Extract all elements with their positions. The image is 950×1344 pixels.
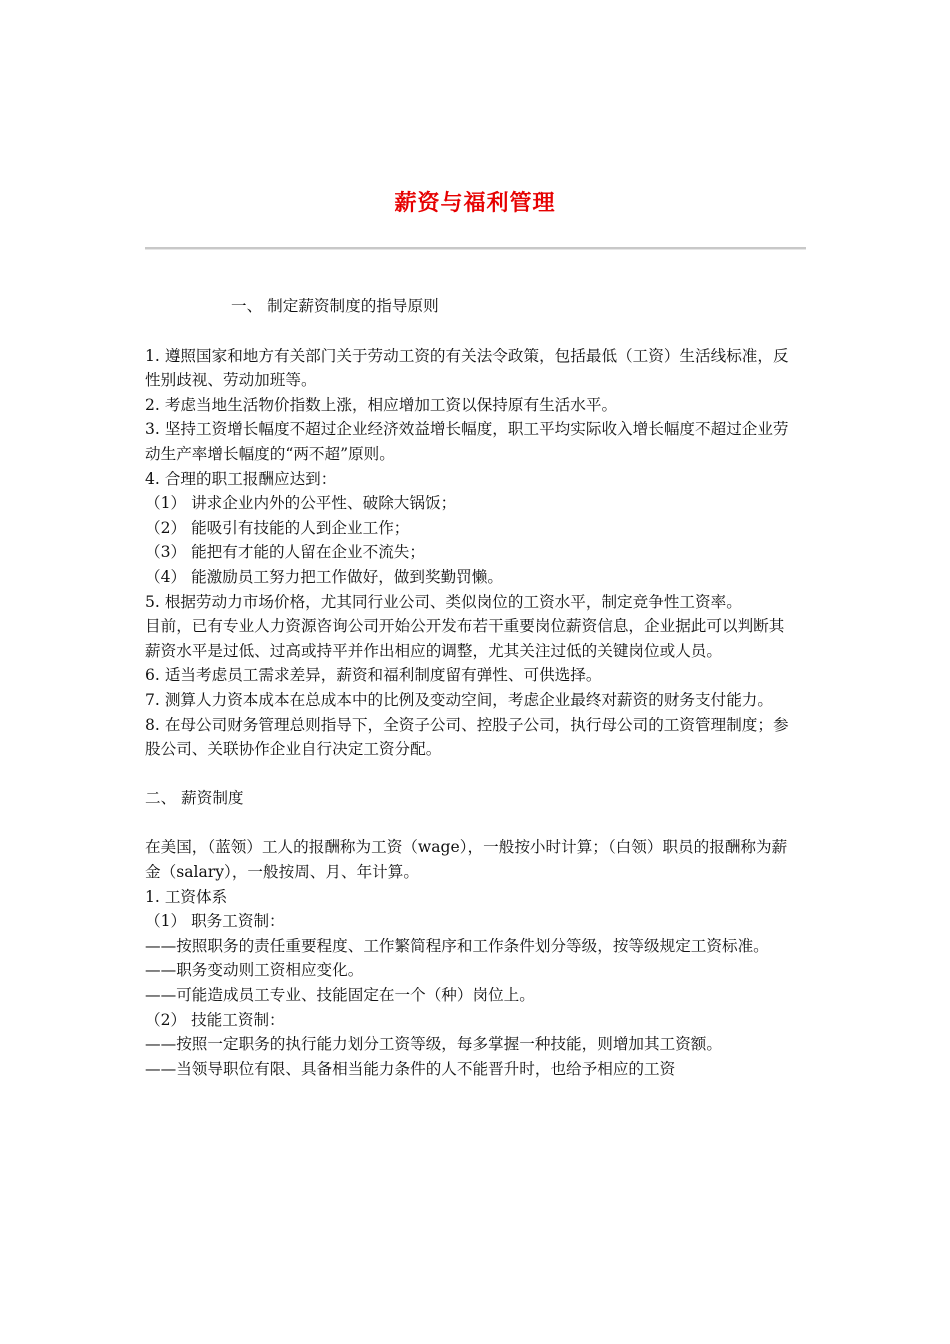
paragraph: ——可能造成员工专业、技能固定在一个（种）岗位上。 <box>145 986 535 1005</box>
paragraph: 2. 考虑当地生活物价指数上涨，相应增加工资以保持原有生活水平。 <box>145 395 618 414</box>
paragraph: （2） 技能工资制： <box>145 1010 285 1029</box>
paragraph: 在美国，（蓝领）工人的报酬称为工资（wage），一般按小时计算；（白领）职员的报酬称为薪金（salary），一般按周、月、年计算。 <box>145 838 788 882</box>
paragraph: ——按照职务的责任重要程度、工作繁简程序和工作条件划分等级，按等级规定工资标准。 <box>145 936 769 955</box>
paragraph: 3. 坚持工资增长幅度不超过企业经济效益增长幅度，职工平均实际收入增长幅度不超过企业劳动生产率增长幅度的“两不超”原则。 <box>145 420 789 463</box>
paragraph: （2） 能吸引有技能的人到企业工作； <box>145 518 410 537</box>
paragraph: 1. 工资体系 <box>145 887 228 906</box>
document-body <box>145 294 797 1081</box>
paragraph: 1. 遵照国家和地方有关部门关于劳动工资的有关法令政策，包括最低（工资）生活线标准，反性别歧视、劳动加班等。 <box>145 346 789 390</box>
paragraph: 6. 适当考虑员工需求差异，薪资和福利制度留有弹性、可供选择。 <box>145 666 602 685</box>
document-title: 薪资与福利管理 <box>394 191 556 216</box>
paragraph: ——按照一定职务的执行能力划分工资等级，每多掌握一种技能，则增加其工资额。 <box>145 1035 722 1054</box>
paragraph: ——职务变动则工资相应变化。 <box>145 961 364 980</box>
paragraph: 目前，已有专业人力资源咨询公司开始公开发布若干重要岗位薪资信息，企业据此可以判断其薪资水平是过低、过高或持平并作出相应的调整，尤其关注过低的关键岗位或人员。 <box>145 617 785 660</box>
paragraph-spacer <box>145 811 797 836</box>
paragraph: 4. 合理的职工报酬应达到： <box>145 469 337 488</box>
paragraph: 7. 测算人力资本成本在总成本中的比例及变动空间，考虑企业最终对薪资的财务支付能力。 <box>145 690 773 709</box>
paragraph: 5. 根据劳动力市场价格，尤其同行业公司、类似岗位的工资水平，制定竞争性工资率。 <box>145 592 742 611</box>
paragraph: （4） 能激励员工努力把工作做好，做到奖勤罚懒。 <box>145 567 503 586</box>
title-divider <box>145 247 806 250</box>
paragraph-spacer <box>145 762 797 787</box>
paragraph: ——当领导职位有限、具备相当能力条件的人不能晋升时，也给予相应的工资 <box>145 1059 676 1078</box>
paragraph: （1） 职务工资制： <box>145 912 285 931</box>
section-heading-1: 一、 制定薪资制度的指导原则 <box>231 297 439 315</box>
paragraph: 8. 在母公司财务管理总则指导下，全资子公司、控股子公司，执行母公司的工资管理制度；参股公司、关联协作企业自行决定工资分配。 <box>145 715 789 759</box>
paragraph: （3） 能把有才能的人留在企业不流失； <box>145 543 425 562</box>
section-heading-2: 二、 薪资制度 <box>145 789 244 808</box>
paragraph: （1） 讲求企业内外的公平性、破除大锅饭； <box>145 494 457 513</box>
